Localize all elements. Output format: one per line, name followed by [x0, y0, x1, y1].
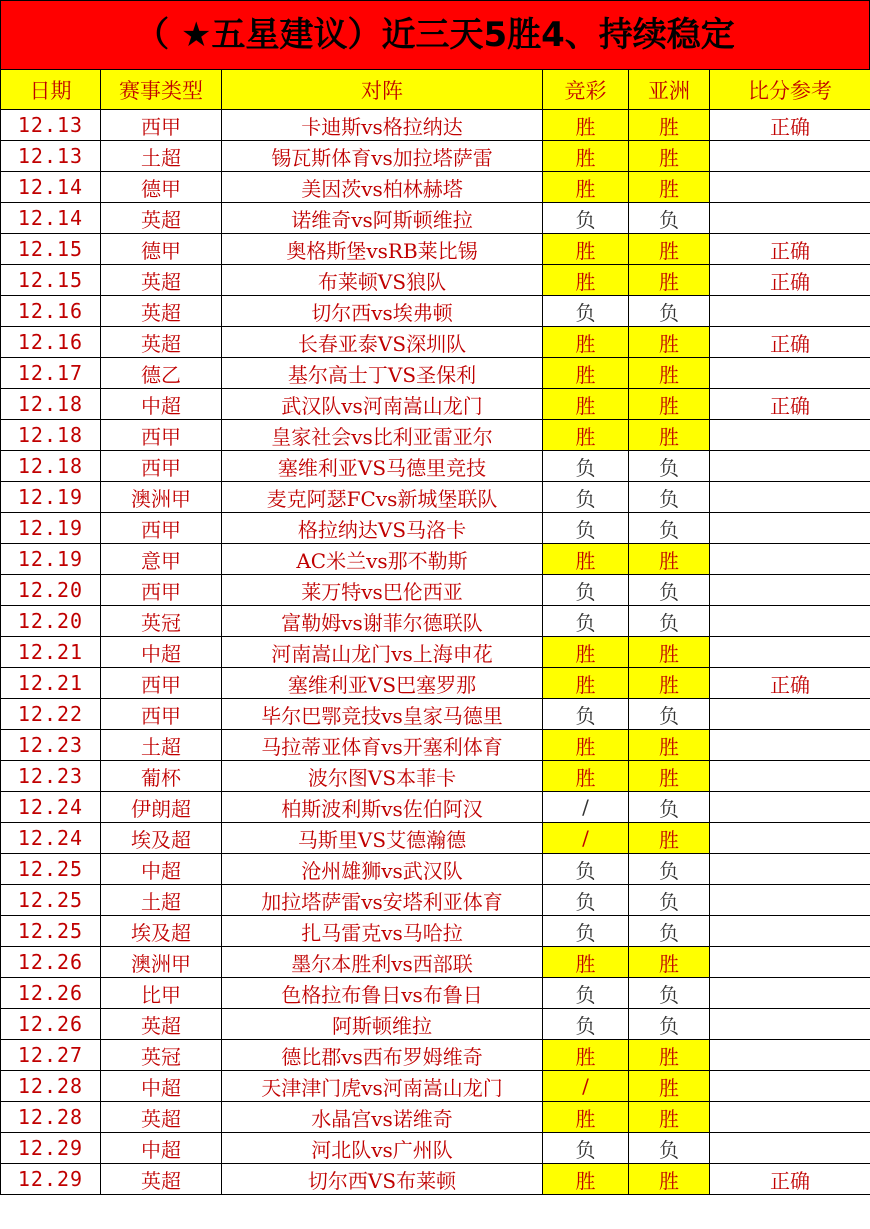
cell-match: 天津津门虎vs河南嵩山龙门 [222, 1071, 543, 1102]
cell-asia: 胜 [629, 110, 710, 141]
cell-asia: 胜 [629, 358, 710, 389]
cell-asia: 胜 [629, 265, 710, 296]
cell-match: 切尔西VS布莱顿 [222, 1164, 543, 1195]
cell-league: 西甲 [101, 699, 222, 730]
cell-match: 沧州雄狮vs武汉队 [222, 854, 543, 885]
table-row [1, 947, 870, 978]
cell-asia: 胜 [629, 544, 710, 575]
cell-date: 12.19 [1, 544, 101, 575]
cell-league: 英冠 [101, 606, 222, 637]
table-row [1, 885, 870, 916]
cell-jingcai: 胜 [543, 730, 629, 761]
cell-date: 12.28 [1, 1102, 101, 1133]
cell-asia: 胜 [629, 234, 710, 265]
cell-score-ref [710, 885, 870, 916]
cell-league: 西甲 [101, 513, 222, 544]
cell-jingcai: 胜 [543, 1102, 629, 1133]
cell-match: 切尔西vs埃弗顿 [222, 296, 543, 327]
cell-asia: 负 [629, 1133, 710, 1164]
cell-jingcai: 负 [543, 482, 629, 513]
cell-date: 12.16 [1, 327, 101, 358]
cell-league: 德乙 [101, 358, 222, 389]
table-row [1, 203, 870, 234]
cell-league: 德甲 [101, 234, 222, 265]
cell-league: 埃及超 [101, 823, 222, 854]
cell-league: 中超 [101, 637, 222, 668]
table-row [1, 482, 870, 513]
table-row [1, 451, 870, 482]
table-row [1, 978, 870, 1009]
cell-jingcai: 胜 [543, 389, 629, 420]
cell-date: 12.15 [1, 234, 101, 265]
table-row [1, 823, 870, 854]
cell-jingcai: 负 [543, 885, 629, 916]
cell-jingcai: 负 [543, 203, 629, 234]
cell-score-ref [710, 792, 870, 823]
cell-match: AC米兰vs那不勒斯 [222, 544, 543, 575]
cell-date: 12.21 [1, 637, 101, 668]
cell-date: 12.16 [1, 296, 101, 327]
cell-asia: 胜 [629, 389, 710, 420]
cell-date: 12.14 [1, 172, 101, 203]
cell-match: 马拉蒂亚体育vs开塞利体育 [222, 730, 543, 761]
cell-score-ref [710, 761, 870, 792]
cell-asia: 胜 [629, 947, 710, 978]
cell-date: 12.18 [1, 420, 101, 451]
cell-asia: 负 [629, 203, 710, 234]
cell-match: 墨尔本胜利vs西部联 [222, 947, 543, 978]
table-row [1, 761, 870, 792]
cell-league: 西甲 [101, 668, 222, 699]
cell-match: 美因茨vs柏林赫塔 [222, 172, 543, 203]
cell-jingcai: 负 [543, 451, 629, 482]
cell-date: 12.23 [1, 730, 101, 761]
cell-date: 12.14 [1, 203, 101, 234]
cell-score-ref: 正确 [710, 327, 870, 358]
cell-score-ref [710, 1040, 870, 1071]
cell-date: 12.18 [1, 451, 101, 482]
cell-score-ref [710, 420, 870, 451]
cell-jingcai: / [543, 1071, 629, 1102]
cell-score-ref [710, 854, 870, 885]
cell-match: 基尔高士丁VS圣保利 [222, 358, 543, 389]
header-asia: 亚洲 [629, 70, 710, 110]
cell-date: 12.26 [1, 978, 101, 1009]
cell-score-ref: 正确 [710, 1164, 870, 1195]
cell-asia: 负 [629, 482, 710, 513]
cell-league: 澳洲甲 [101, 947, 222, 978]
table-row [1, 358, 870, 389]
cell-match: 马斯里VS艾德瀚德 [222, 823, 543, 854]
cell-league: 葡杯 [101, 761, 222, 792]
cell-asia: 胜 [629, 420, 710, 451]
cell-league: 土超 [101, 885, 222, 916]
cell-league: 土超 [101, 141, 222, 172]
cell-match: 阿斯顿维拉 [222, 1009, 543, 1040]
cell-jingcai: 负 [543, 916, 629, 947]
cell-jingcai: 胜 [543, 761, 629, 792]
cell-score-ref: 正确 [710, 668, 870, 699]
table-row [1, 296, 870, 327]
cell-match: 奥格斯堡vsRB莱比锡 [222, 234, 543, 265]
cell-score-ref [710, 730, 870, 761]
cell-league: 意甲 [101, 544, 222, 575]
cell-match: 塞维利亚VS马德里竞技 [222, 451, 543, 482]
cell-jingcai: / [543, 823, 629, 854]
table-row [1, 544, 870, 575]
cell-jingcai: 胜 [543, 1164, 629, 1195]
cell-league: 西甲 [101, 420, 222, 451]
cell-league: 中超 [101, 389, 222, 420]
cell-league: 英冠 [101, 1040, 222, 1071]
cell-jingcai: 胜 [543, 637, 629, 668]
cell-league: 英超 [101, 265, 222, 296]
cell-league: 英超 [101, 1102, 222, 1133]
cell-jingcai: 负 [543, 1009, 629, 1040]
cell-match: 河北队vs广州队 [222, 1133, 543, 1164]
cell-asia: 胜 [629, 730, 710, 761]
cell-match: 皇家社会vs比利亚雷亚尔 [222, 420, 543, 451]
cell-asia: 负 [629, 296, 710, 327]
cell-jingcai: 胜 [543, 141, 629, 172]
cell-match: 波尔图VS本菲卡 [222, 761, 543, 792]
cell-score-ref [710, 699, 870, 730]
cell-match: 毕尔巴鄂竞技vs皇家马德里 [222, 699, 543, 730]
table-row [1, 575, 870, 606]
cell-date: 12.25 [1, 854, 101, 885]
table-row [1, 234, 870, 265]
cell-asia: 胜 [629, 1102, 710, 1133]
header-score-ref: 比分参考 [710, 70, 870, 110]
cell-jingcai: 胜 [543, 947, 629, 978]
cell-date: 12.20 [1, 575, 101, 606]
cell-score-ref: 正确 [710, 265, 870, 296]
cell-match: 格拉纳达VS马洛卡 [222, 513, 543, 544]
cell-jingcai: 胜 [543, 110, 629, 141]
cell-league: 英超 [101, 296, 222, 327]
cell-asia: 胜 [629, 637, 710, 668]
table-row [1, 1009, 870, 1040]
cell-date: 12.18 [1, 389, 101, 420]
cell-match: 色格拉布鲁日vs布鲁日 [222, 978, 543, 1009]
sheet-title: （ ★五星建议）近三天5胜4、持续稳定 [0, 0, 870, 69]
cell-asia: 胜 [629, 823, 710, 854]
cell-score-ref [710, 606, 870, 637]
cell-league: 西甲 [101, 451, 222, 482]
table-row [1, 916, 870, 947]
table-row [1, 730, 870, 761]
cell-match: 加拉塔萨雷vs安塔利亚体育 [222, 885, 543, 916]
cell-asia: 胜 [629, 1164, 710, 1195]
cell-score-ref [710, 1071, 870, 1102]
cell-score-ref [710, 916, 870, 947]
cell-date: 12.22 [1, 699, 101, 730]
header-league: 赛事类型 [101, 70, 222, 110]
table-row [1, 854, 870, 885]
cell-jingcai: 负 [543, 978, 629, 1009]
table-row [1, 1040, 870, 1071]
cell-match: 锡瓦斯体育vs加拉塔萨雷 [222, 141, 543, 172]
table-row [1, 792, 870, 823]
cell-league: 西甲 [101, 575, 222, 606]
cell-score-ref [710, 1133, 870, 1164]
cell-league: 中超 [101, 854, 222, 885]
cell-asia: 胜 [629, 1040, 710, 1071]
cell-date: 12.19 [1, 482, 101, 513]
cell-match: 塞维利亚VS巴塞罗那 [222, 668, 543, 699]
cell-match: 扎马雷克vs马哈拉 [222, 916, 543, 947]
cell-asia: 负 [629, 606, 710, 637]
table-row [1, 1133, 870, 1164]
cell-jingcai: 负 [543, 854, 629, 885]
cell-score-ref [710, 1009, 870, 1040]
cell-date: 12.24 [1, 823, 101, 854]
cell-jingcai: / [543, 792, 629, 823]
cell-match: 武汉队vs河南嵩山龙门 [222, 389, 543, 420]
table-row [1, 141, 870, 172]
cell-date: 12.17 [1, 358, 101, 389]
cell-jingcai: 胜 [543, 420, 629, 451]
table-row [1, 606, 870, 637]
cell-match: 水晶宫vs诺维奇 [222, 1102, 543, 1133]
cell-jingcai: 胜 [543, 265, 629, 296]
cell-date: 12.27 [1, 1040, 101, 1071]
cell-asia: 胜 [629, 761, 710, 792]
cell-jingcai: 胜 [543, 1040, 629, 1071]
cell-league: 德甲 [101, 172, 222, 203]
cell-asia: 负 [629, 792, 710, 823]
cell-match: 莱万特vs巴伦西亚 [222, 575, 543, 606]
cell-score-ref [710, 358, 870, 389]
table-row [1, 513, 870, 544]
cell-match: 布莱顿VS狼队 [222, 265, 543, 296]
cell-jingcai: 负 [543, 296, 629, 327]
cell-date: 12.13 [1, 110, 101, 141]
cell-date: 12.25 [1, 916, 101, 947]
cell-jingcai: 胜 [543, 544, 629, 575]
table-row [1, 327, 870, 358]
cell-asia: 胜 [629, 327, 710, 358]
cell-date: 12.23 [1, 761, 101, 792]
cell-asia: 负 [629, 699, 710, 730]
cell-league: 英超 [101, 203, 222, 234]
table-body [1, 110, 870, 1195]
cell-jingcai: 胜 [543, 172, 629, 203]
cell-asia: 负 [629, 916, 710, 947]
cell-jingcai: 负 [543, 1133, 629, 1164]
cell-league: 伊朗超 [101, 792, 222, 823]
cell-league: 埃及超 [101, 916, 222, 947]
cell-asia: 负 [629, 1009, 710, 1040]
cell-score-ref [710, 141, 870, 172]
table-row [1, 668, 870, 699]
cell-score-ref [710, 637, 870, 668]
cell-date: 12.29 [1, 1164, 101, 1195]
cell-league: 西甲 [101, 110, 222, 141]
cell-date: 12.26 [1, 1009, 101, 1040]
cell-league: 比甲 [101, 978, 222, 1009]
cell-score-ref [710, 296, 870, 327]
cell-score-ref: 正确 [710, 234, 870, 265]
cell-league: 土超 [101, 730, 222, 761]
header-match: 对阵 [222, 70, 543, 110]
cell-jingcai: 负 [543, 699, 629, 730]
cell-match: 诺维奇vs阿斯顿维拉 [222, 203, 543, 234]
cell-league: 英超 [101, 327, 222, 358]
cell-jingcai: 胜 [543, 234, 629, 265]
cell-date: 12.19 [1, 513, 101, 544]
cell-match: 长春亚泰VS深圳队 [222, 327, 543, 358]
cell-score-ref [710, 482, 870, 513]
cell-date: 12.20 [1, 606, 101, 637]
cell-asia: 胜 [629, 668, 710, 699]
cell-league: 澳洲甲 [101, 482, 222, 513]
cell-date: 12.26 [1, 947, 101, 978]
cell-jingcai: 负 [543, 513, 629, 544]
cell-jingcai: 胜 [543, 358, 629, 389]
cell-match: 富勒姆vs谢菲尔德联队 [222, 606, 543, 637]
table-row [1, 1102, 870, 1133]
table-row [1, 172, 870, 203]
cell-score-ref [710, 451, 870, 482]
cell-league: 英超 [101, 1009, 222, 1040]
cell-asia: 负 [629, 978, 710, 1009]
cell-score-ref [710, 203, 870, 234]
cell-jingcai: 胜 [543, 668, 629, 699]
cell-score-ref [710, 978, 870, 1009]
cell-score-ref [710, 823, 870, 854]
cell-match: 麦克阿瑟FCvs新城堡联队 [222, 482, 543, 513]
cell-league: 英超 [101, 1164, 222, 1195]
cell-match: 柏斯波利斯vs佐伯阿汉 [222, 792, 543, 823]
cell-score-ref [710, 1102, 870, 1133]
cell-date: 12.25 [1, 885, 101, 916]
cell-date: 12.24 [1, 792, 101, 823]
cell-score-ref: 正确 [710, 110, 870, 141]
cell-league: 中超 [101, 1071, 222, 1102]
cell-asia: 胜 [629, 172, 710, 203]
cell-match: 卡迪斯vs格拉纳达 [222, 110, 543, 141]
cell-date: 12.28 [1, 1071, 101, 1102]
table-row [1, 110, 870, 141]
cell-jingcai: 负 [543, 606, 629, 637]
cell-date: 12.21 [1, 668, 101, 699]
cell-score-ref: 正确 [710, 389, 870, 420]
cell-score-ref [710, 172, 870, 203]
cell-asia: 胜 [629, 141, 710, 172]
cell-jingcai: 负 [543, 575, 629, 606]
cell-score-ref [710, 513, 870, 544]
cell-date: 12.29 [1, 1133, 101, 1164]
cell-score-ref [710, 544, 870, 575]
table-row [1, 1164, 870, 1195]
cell-date: 12.13 [1, 141, 101, 172]
cell-match: 河南嵩山龙门vs上海申花 [222, 637, 543, 668]
cell-asia: 胜 [629, 1071, 710, 1102]
header-date: 日期 [1, 70, 101, 110]
header-jingcai: 竞彩 [543, 70, 629, 110]
cell-date: 12.15 [1, 265, 101, 296]
cell-score-ref [710, 575, 870, 606]
table-row [1, 699, 870, 730]
cell-asia: 负 [629, 451, 710, 482]
results-table [0, 69, 870, 1195]
cell-score-ref [710, 947, 870, 978]
table-row [1, 389, 870, 420]
header-row [1, 70, 870, 110]
cell-asia: 负 [629, 513, 710, 544]
cell-asia: 负 [629, 575, 710, 606]
table-row [1, 265, 870, 296]
cell-match: 德比郡vs西布罗姆维奇 [222, 1040, 543, 1071]
table-row [1, 637, 870, 668]
cell-jingcai: 胜 [543, 327, 629, 358]
cell-asia: 负 [629, 885, 710, 916]
cell-asia: 负 [629, 854, 710, 885]
table-row [1, 420, 870, 451]
table-row [1, 1071, 870, 1102]
cell-league: 中超 [101, 1133, 222, 1164]
